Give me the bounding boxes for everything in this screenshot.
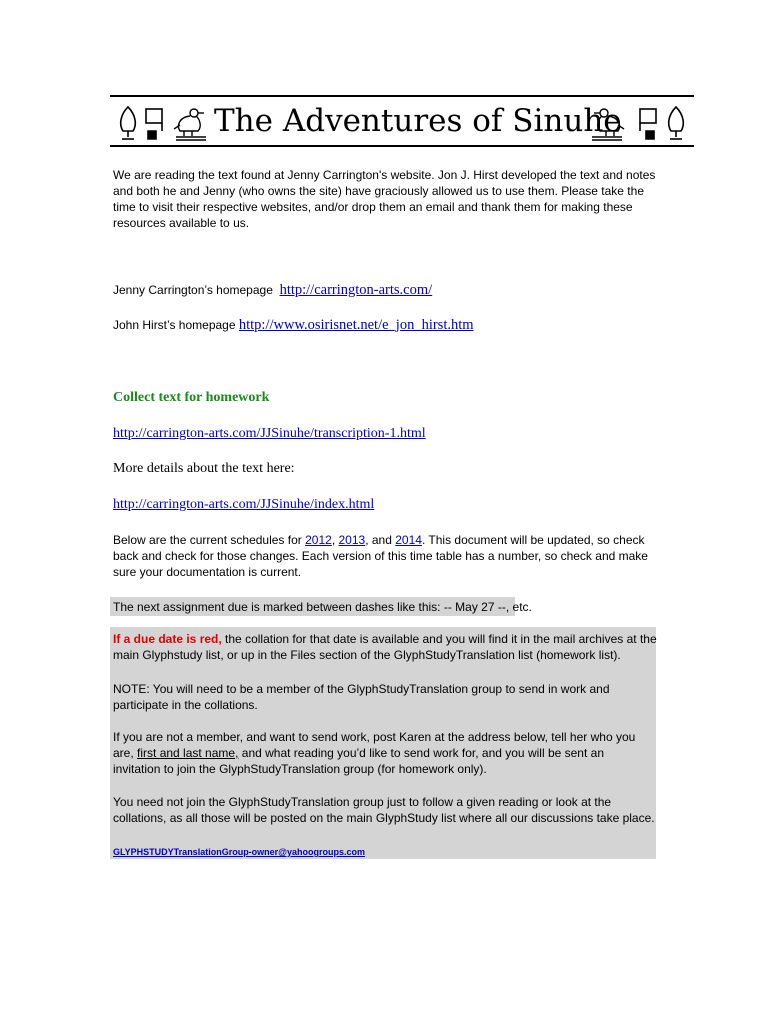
- transcription-link[interactable]: http://carrington-arts.com/JJSinuhe/transcription-1.html: [113, 426, 426, 441]
- title-banner: [110, 95, 694, 147]
- due-date-paragraph: If a due date is red, the collation for that date is available and you will find it in the mail archives at the main Glyphstudy list, or up in the Files section of the GlyphStudyTranslation list (homework list).: [113, 632, 657, 662]
- hieroglyph-group-right: [590, 101, 690, 145]
- first-last-name-emphasis: first and last name,: [137, 746, 239, 760]
- schedules-paragraph: Below are the current schedules for 2012, 2013, and 2014. This document will be updated, so check back and check for those changes. Each version of this time table has a number, so check and make sure your documentation is current.: [113, 533, 648, 579]
- hieroglyph-group-left: [114, 101, 214, 145]
- reed-leaf-icon: [669, 107, 684, 139]
- red-due-date-lead: If a due date is red,: [113, 632, 222, 646]
- john-homepage-label: John Hirst’s homepage: [113, 318, 236, 332]
- stool-icon: [640, 109, 656, 139]
- intro-paragraph: We are reading the text found at Jenny Carrington's website. Jon J. Hirst developed the text and notes and both he and Jenny (who owns the site) have graciously allowed us to use them. Please take the time to visit their respective websites, and/or drop them an email and thank them for making these resources available to us.: [113, 168, 656, 230]
- schedule-2013-link[interactable]: 2013: [338, 533, 366, 547]
- owner-email-link[interactable]: GLYPHSTUDYTranslationGroup-owner@yahoogroups.com: [113, 847, 365, 857]
- collect-text-heading: Collect text for homework: [113, 390, 270, 405]
- jenny-homepage-label: Jenny Carrington’s homepage: [113, 283, 273, 297]
- schedule-2012-link[interactable]: 2012: [305, 533, 332, 547]
- quail-chick-icon: [592, 109, 624, 140]
- reed-leaf-icon: [121, 107, 136, 139]
- membership-note: NOTE: You will need to be a member of the GlyphStudyTranslation group to send in work and participate in the collations.: [113, 682, 610, 712]
- quail-chick-icon: [174, 109, 206, 140]
- next-assignment-text: The next assignment due is marked between dashes like this: -- May 27 --, etc.: [113, 600, 532, 614]
- jenny-homepage-link[interactable]: http://carrington-arts.com/: [279, 282, 433, 298]
- schedule-2014-link[interactable]: 2014: [395, 533, 422, 547]
- details-index-link[interactable]: http://carrington-arts.com/JJSinuhe/index.html: [113, 497, 375, 512]
- more-details-text: More details about the text here:: [113, 461, 295, 476]
- follow-reading-paragraph: You need not join the GlyphStudyTranslation group just to follow a given reading or look at the collations, as all those will be posted on the main GlyphStudy list where all our discussions take place.: [113, 795, 655, 825]
- john-homepage-link[interactable]: http://www.osirisnet.net/e_jon_hirst.htm: [238, 317, 474, 333]
- jenny-homepage-line: [113, 282, 432, 298]
- john-homepage-line: [113, 317, 474, 333]
- stool-icon: [146, 109, 162, 139]
- non-member-paragraph: If you are not a member, and want to send work, post Karen at the address below, tell her who you are, first and last name, and what reading you’d like to send work for, and you will be sent an invitation to join the GlyphStudyTranslation group (for homework only).: [113, 730, 636, 776]
- banner-title: The Adventures of Sinuhe: [214, 103, 622, 139]
